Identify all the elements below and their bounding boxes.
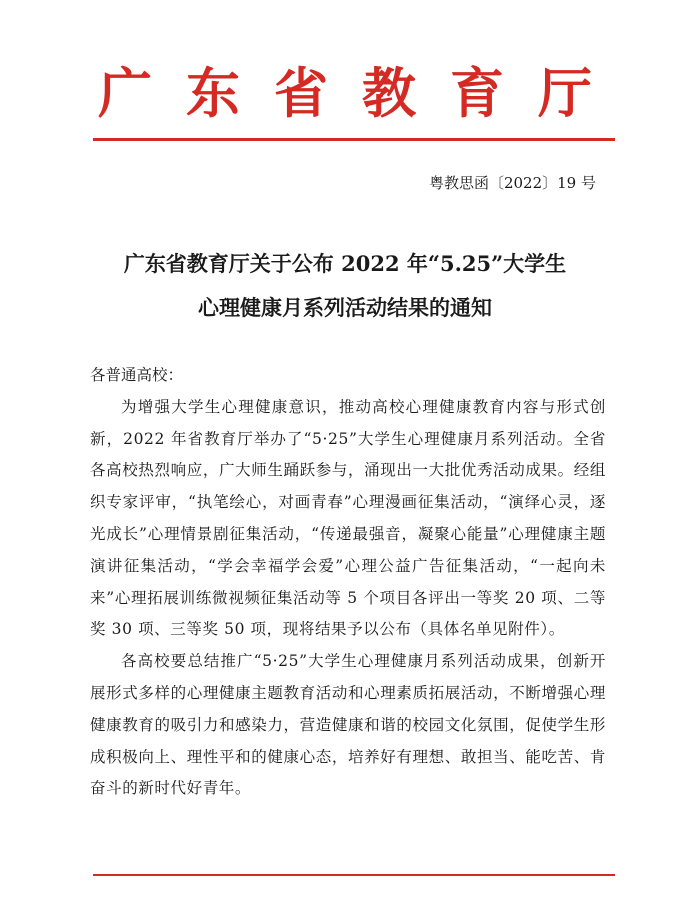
body-paragraph-1: 为增强大学生心理健康意识，推动高校心理健康教育内容与形式创新，2022 年省教育厅举办了“5·25”大学生心理健康月系列活动。全省各高校热烈响应，广大师生踊跃参与，涌现出一大批优秀活动成果。经组织专家评审，“执笔绘心，对画青春”心理漫画征集活动，“演绎心灵，逐光成长”心理情景剧征集活动，“传递最强音，凝聚心能量”心理健康主题演讲征集活动，“学会幸福学会爱”心理公益广告征集活动，“一起向未来”心理拓展训练微视频征集活动等 5 个项目各评出一等奖 20 项、二等奖 30 项、三等奖 50 项，现将结果予以公布（具体名单见附件）。	[90, 397, 606, 639]
body-paragraph-2: 各高校要总结推广“5·25”大学生心理健康月系列活动成果，创新开展形式多样的心理健康主题教育活动和心理素质拓展活动，不断增强心理健康教育的吸引力和感染力，营造健康和谐的校园文化氛围，促使学生形成积极向上、理性平和的健康心态，培养好有理想、敢担当、能吃苦、肯奋斗的新时代好青年。	[90, 652, 606, 798]
letterhead-divider	[93, 138, 615, 141]
salutation: 各普通高校：	[90, 366, 184, 384]
document-title	[60, 242, 630, 330]
document-title-line-2: 心理健康月系列活动结果的通知	[198, 295, 492, 320]
footer-divider	[93, 874, 615, 876]
document-title-line-1: 广东省教育厅关于公布 2022 年“5.25”大学生	[123, 251, 567, 276]
letterhead-issuer: 广东省教育厅	[98, 61, 626, 125]
document-body	[90, 360, 606, 805]
document-number: 粤教思函〔2022〕19 号	[428, 174, 596, 192]
